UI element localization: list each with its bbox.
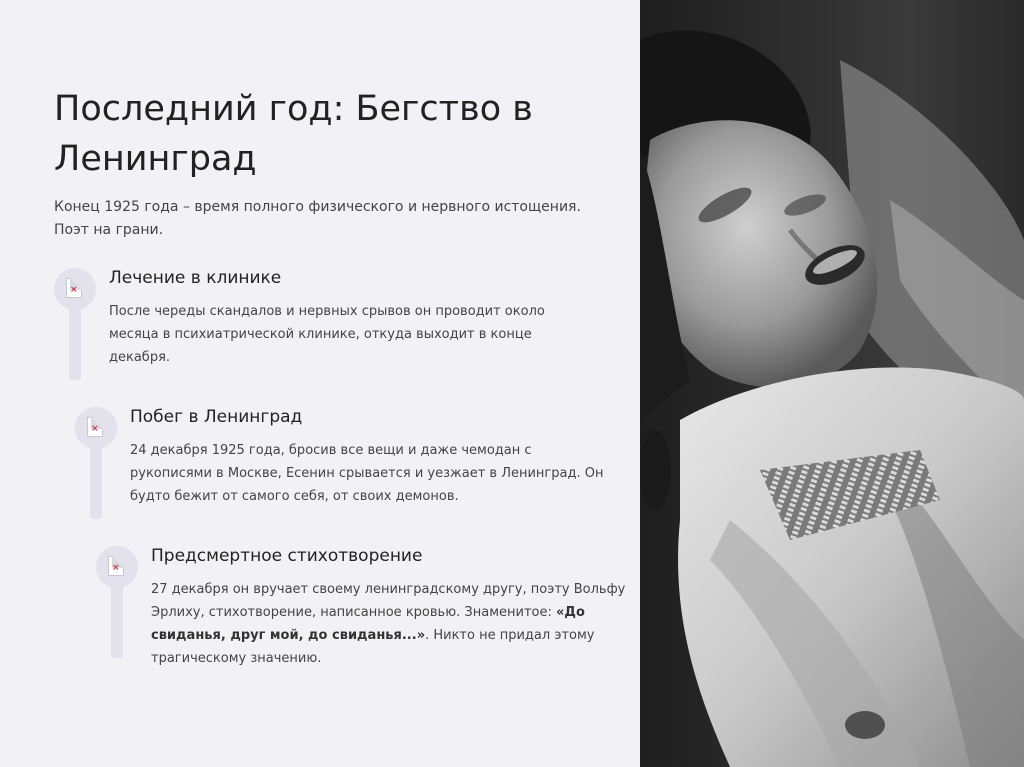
item-text: 24 декабря 1925 года, бросив все вещи и даже чемодан с рукописями в Москве, Есенин срывается и уезжает в Ленинград. Он будто бежит от самого себя, от своих демонов.	[130, 443, 604, 504]
timeline-stem	[111, 576, 123, 658]
portrait-photo	[640, 0, 1024, 767]
item-heading: Побег в Ленинград	[130, 407, 303, 427]
broken-image-icon: ×	[87, 417, 103, 437]
slide-title: Последний год: Бегство в Ленинград	[54, 89, 533, 179]
poem-quote: «До свиданья, друг мой, до свиданья...»	[151, 605, 585, 643]
broken-image-icon: ×	[66, 278, 82, 298]
timeline-stem	[69, 298, 81, 380]
item-text: После череды скандалов и нервных срывов он проводит около месяца в психиатрической клинике, откуда выходит в конце декабря.	[109, 304, 545, 365]
item-text-after: . Никто не придал этому трагическому значению.	[151, 628, 595, 666]
item-heading: Лечение в клинике	[109, 268, 282, 288]
timeline-stem	[90, 437, 102, 519]
item-text	[151, 578, 631, 670]
item-text-before: 27 декабря он вручает своему ленинградскому другу, поэту Вольфу Эрлиху, стихотворение, написанное кровью. Знаменитое:	[151, 582, 626, 620]
broken-image-icon: ×	[108, 556, 124, 576]
slide-intro: Конец 1925 года – время полного физического и нервного истощения. Поэт на грани.	[54, 199, 581, 238]
item-heading: Предсмертное стихотворение	[151, 546, 423, 566]
